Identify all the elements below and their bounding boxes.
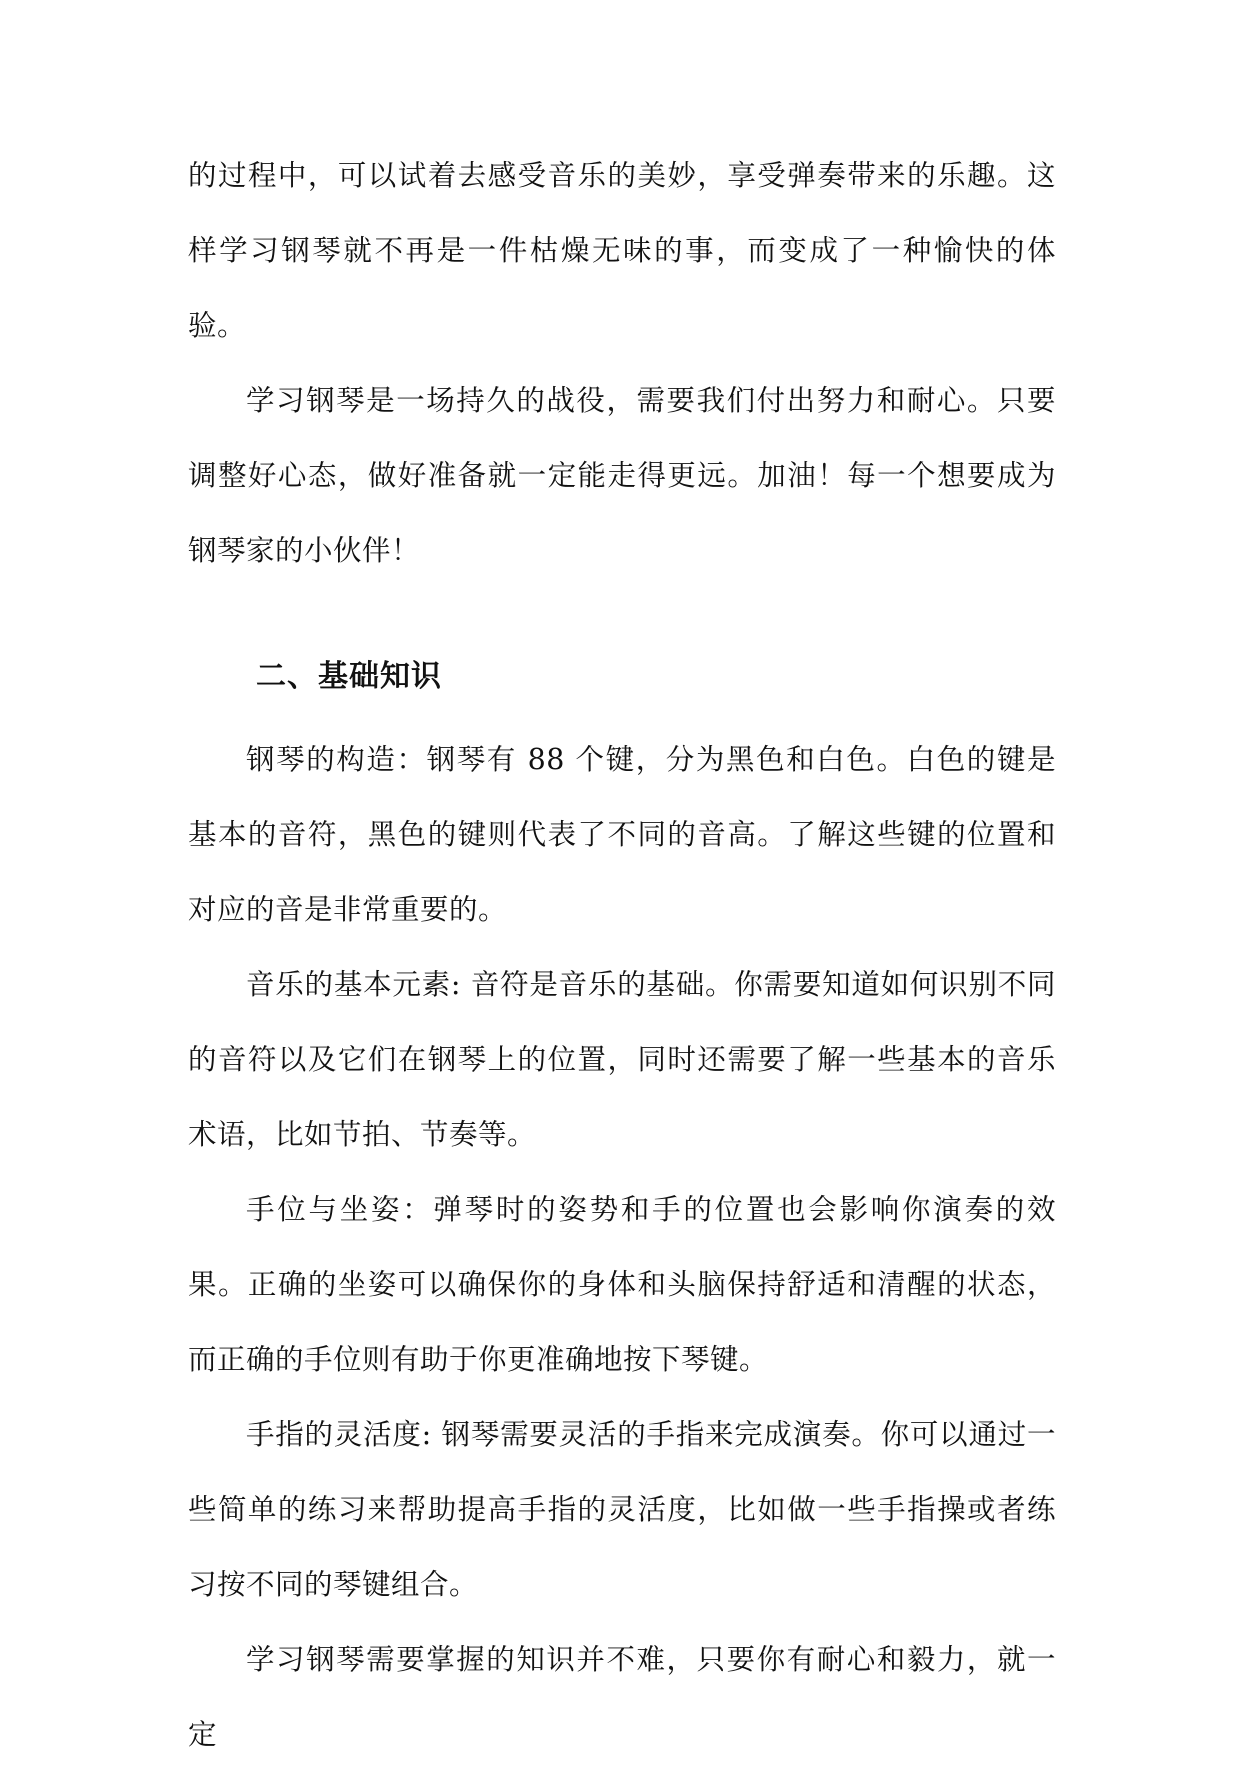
section-heading: 二、基础知识 xyxy=(256,659,442,694)
paragraph-piano-structure: 钢琴的构造：钢琴有 88 个键，分为黑色和白色。白色的键是基本的音符，黑色的键则代表了不同的音高。了解这些键的位置和对应的音是非常重要的。 xyxy=(188,743,1056,926)
paragraph-music-elements: 音乐的基本元素: 音符是音乐的基础。你需要知道如何识别不同的音符以及它们在钢琴上的位置，同时还需要了解一些基本的音乐术语，比如节拍、节奏等。 xyxy=(188,968,1056,1151)
paragraph-conclusion-start: 学习钢琴需要掌握的知识并不难，只要你有耐心和毅力，就一定 xyxy=(188,1643,1056,1751)
paragraph-continuation: 的过程中，可以试着去感受音乐的美妙，享受弹奏带来的乐趣。这样学习钢琴就不再是一件枯燥无味的事，而变成了一种愉快的体验。 xyxy=(188,159,1056,342)
paragraph-encouragement: 学习钢琴是一场持久的战役，需要我们付出努力和耐心。只要调整好心态，做好准备就一定能走得更远。加油！每一个想要成为钢琴家的小伙伴！ xyxy=(188,384,1056,567)
paragraph-finger-flexibility: 手指的灵活度: 钢琴需要灵活的手指来完成演奏。你可以通过一些简单的练习来帮助提高手指的灵活度，比如做一些手指操或者练习按不同的琴键组合。 xyxy=(188,1418,1056,1601)
document-body xyxy=(188,138,1056,1772)
paragraph-hand-posture: 手位与坐姿：弹琴时的姿势和手的位置也会影响你演奏的效果。正确的坐姿可以确保你的身体和头脑保持舒适和清醒的状态，而正确的手位则有助于你更准确地按下琴键。 xyxy=(188,1193,1056,1376)
